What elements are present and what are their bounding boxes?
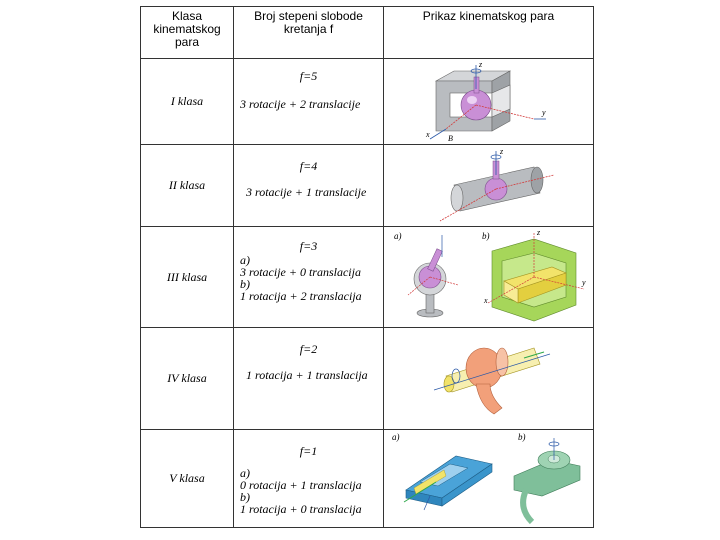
dof-value: f=2 xyxy=(299,342,318,356)
subfigure-b-label: b) xyxy=(518,432,526,442)
dof-description: 3 rotacije + 2 translacije xyxy=(240,97,361,111)
illustration-cell xyxy=(384,59,594,145)
dof-description: 1 rotacija + 0 translacija xyxy=(240,502,362,516)
dof-cell xyxy=(234,145,384,227)
illustration-cell xyxy=(384,328,594,430)
point-b-label: B xyxy=(448,134,453,143)
dof-description: a) xyxy=(240,253,250,267)
table-row xyxy=(141,328,594,430)
sphere-in-slot-illustration xyxy=(384,59,594,145)
dof-description: 1 rotacija + 1 translacija xyxy=(246,368,368,382)
table-row xyxy=(141,145,594,227)
dof-description: 3 rotacije + 0 translacija xyxy=(240,265,361,279)
class-cell: III klasa xyxy=(141,227,234,328)
illustration-cell xyxy=(384,430,594,528)
dof-cell xyxy=(234,328,384,430)
header-class: Klasa kinematskog para xyxy=(141,7,234,59)
class-cell: I klasa xyxy=(141,59,234,145)
dof-cell xyxy=(234,430,384,528)
table-row xyxy=(141,430,594,528)
cylindrical-pair-illustration xyxy=(384,328,594,430)
axis-x-label: x xyxy=(484,296,488,305)
illustration-cell xyxy=(384,227,594,328)
dof-value: f=3 xyxy=(299,239,318,253)
dof-description: b) xyxy=(240,490,250,504)
axis-y-label: y xyxy=(542,108,546,117)
header-dof: Broj stepeni slobode kretanja f xyxy=(234,7,384,59)
sphere-in-tube-illustration xyxy=(384,145,594,227)
axis-z-label: z xyxy=(479,60,483,69)
illustration-cell xyxy=(384,145,594,227)
table-header-row xyxy=(141,7,594,59)
dof-description: 3 rotacije + 1 translacije xyxy=(246,185,367,199)
dof-description: 0 rotacija + 1 translacija xyxy=(240,478,362,492)
dof-value: f=4 xyxy=(299,159,318,173)
dof-description: b) xyxy=(240,277,250,291)
dof-value: f=1 xyxy=(299,444,318,458)
prismatic-and-revolute-illustration xyxy=(384,430,594,528)
table-row xyxy=(141,59,594,145)
class-cell: V klasa xyxy=(141,430,234,528)
axis-z-label: z xyxy=(500,147,504,156)
kinematic-pairs-table xyxy=(140,6,594,528)
dof-cell xyxy=(234,59,384,145)
dof-cell xyxy=(234,227,384,328)
subfigure-a-label: a) xyxy=(392,432,400,442)
subfigure-b-label: b) xyxy=(482,231,490,241)
dof-description: a) xyxy=(240,466,250,480)
axis-z-label: z xyxy=(537,228,541,237)
table-row xyxy=(141,227,594,328)
header-illustration: Prikaz kinematskog para xyxy=(384,7,594,59)
dof-value: f=5 xyxy=(299,69,318,83)
spherical-and-planar-illustration xyxy=(384,227,594,328)
class-cell: IV klasa xyxy=(141,328,234,430)
class-cell: II klasa xyxy=(141,145,234,227)
dof-description: 1 rotacija + 2 translacija xyxy=(240,289,362,303)
axis-y-label: y xyxy=(582,278,586,287)
axis-x-label: x xyxy=(426,130,430,139)
subfigure-a-label: a) xyxy=(394,231,402,241)
